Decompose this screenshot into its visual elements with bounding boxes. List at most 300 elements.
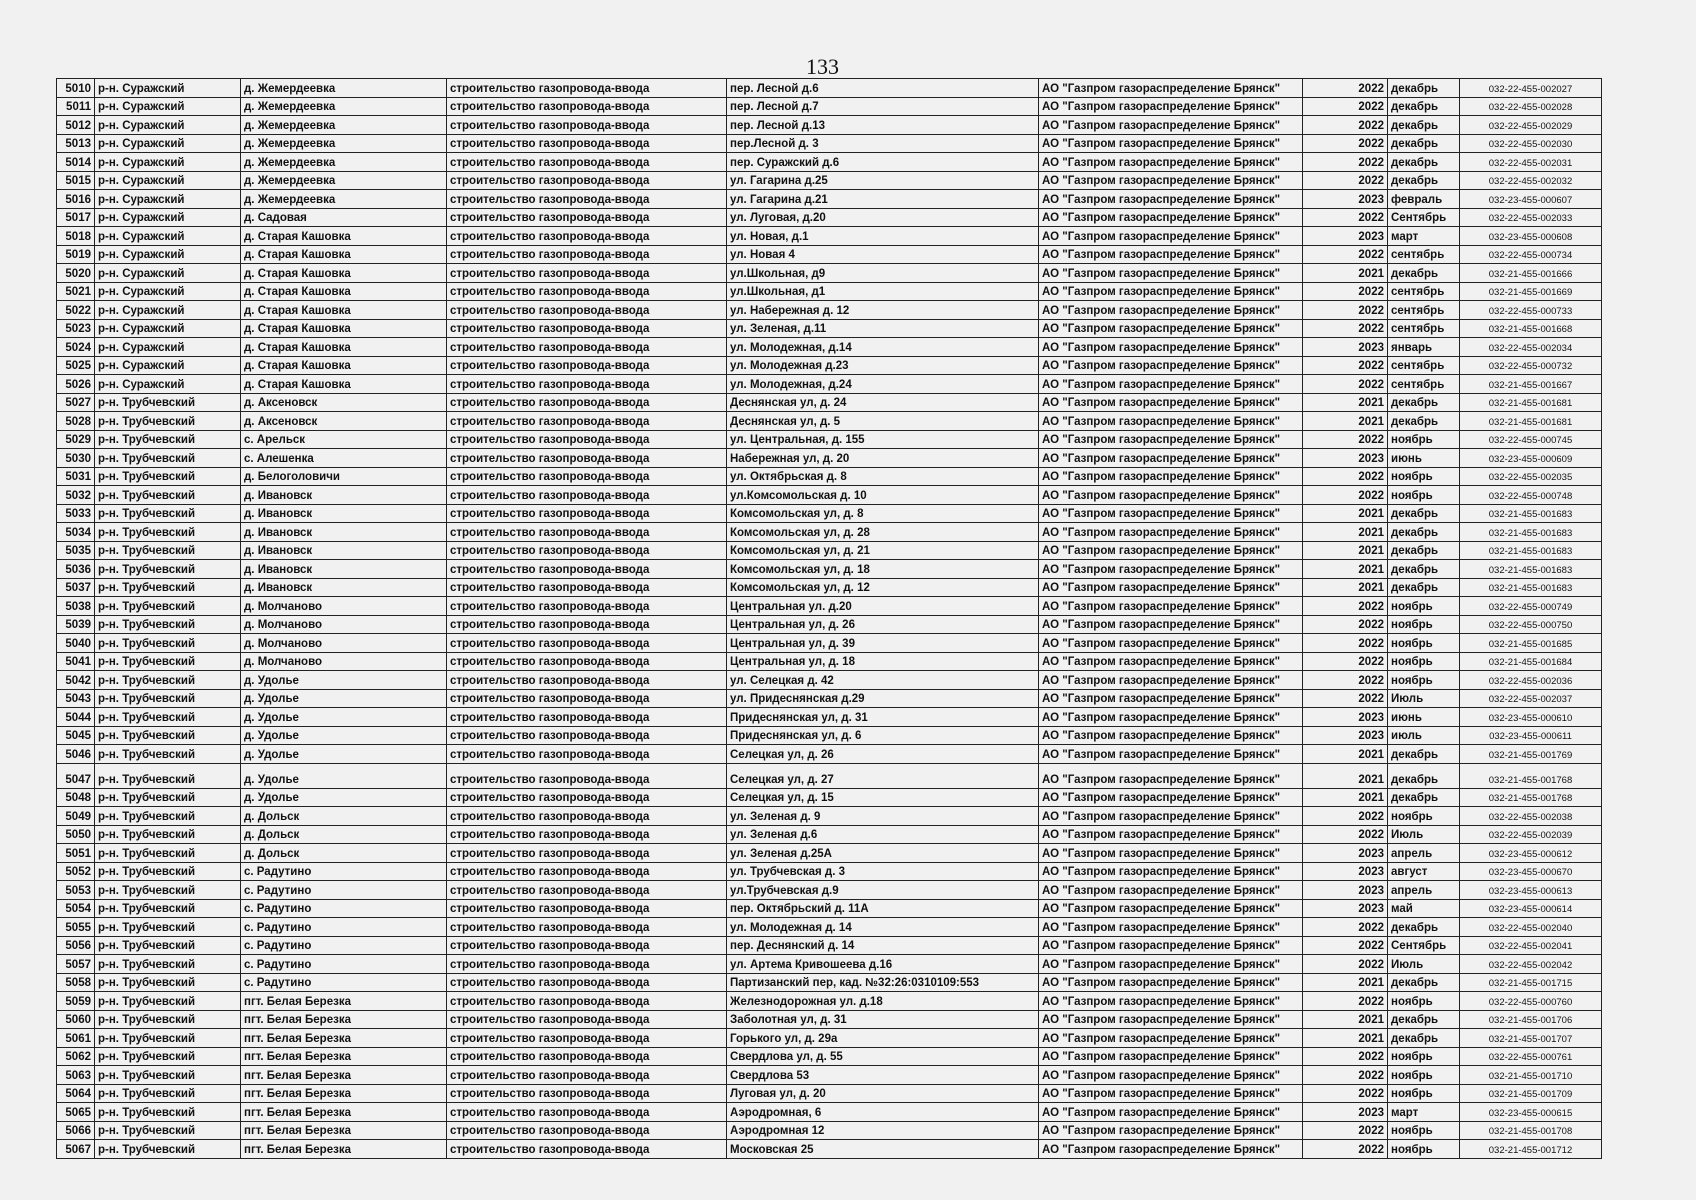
locality-cell: д. Удолье xyxy=(241,745,447,764)
year-cell: 2022 xyxy=(1303,319,1388,338)
month-cell: январь xyxy=(1388,338,1460,357)
district-cell: р-н. Трубчевский xyxy=(95,486,241,505)
address-cell: пер. Деснянский д. 14 xyxy=(727,936,1039,955)
month-cell: декабрь xyxy=(1388,560,1460,579)
district-cell: р-н. Трубчевский xyxy=(95,726,241,745)
table-row xyxy=(57,467,1602,486)
work-type-cell: строительство газопровода-ввода xyxy=(447,449,727,468)
address-cell: Комсомольская ул, д. 8 xyxy=(727,504,1039,523)
organization-cell: АО "Газпром газораспределение Брянск" xyxy=(1039,301,1303,320)
organization-cell: АО "Газпром газораспределение Брянск" xyxy=(1039,190,1303,209)
locality-cell: д. Жемердеевка xyxy=(241,190,447,209)
address-cell: ул. Гагарина д.21 xyxy=(727,190,1039,209)
row-number: 5060 xyxy=(57,1010,95,1029)
work-type-cell: строительство газопровода-ввода xyxy=(447,955,727,974)
row-number: 5052 xyxy=(57,862,95,881)
month-cell: ноябрь xyxy=(1388,634,1460,653)
address-cell: Центральная ул, д. 39 xyxy=(727,634,1039,653)
organization-cell: АО "Газпром газораспределение Брянск" xyxy=(1039,208,1303,227)
district-cell: р-н. Трубчевский xyxy=(95,992,241,1011)
work-type-cell: строительство газопровода-ввода xyxy=(447,523,727,542)
month-cell: декабрь xyxy=(1388,1010,1460,1029)
district-cell: р-н. Суражский xyxy=(95,116,241,135)
row-number: 5057 xyxy=(57,955,95,974)
locality-cell: д. Старая Кашовка xyxy=(241,227,447,246)
district-cell: р-н. Трубчевский xyxy=(95,825,241,844)
year-cell: 2021 xyxy=(1303,578,1388,597)
locality-cell: пгт. Белая Березка xyxy=(241,1066,447,1085)
district-cell: р-н. Суражский xyxy=(95,245,241,264)
district-cell: р-н. Трубчевский xyxy=(95,560,241,579)
month-cell: август xyxy=(1388,862,1460,881)
row-number: 5053 xyxy=(57,881,95,900)
code-cell: 032-23-455-000611 xyxy=(1460,726,1602,745)
work-type-cell: строительство газопровода-ввода xyxy=(447,190,727,209)
code-cell: 032-22-455-000750 xyxy=(1460,615,1602,634)
row-number: 5036 xyxy=(57,560,95,579)
organization-cell: АО "Газпром газораспределение Брянск" xyxy=(1039,881,1303,900)
organization-cell: АО "Газпром газораспределение Брянск" xyxy=(1039,430,1303,449)
year-cell: 2021 xyxy=(1303,560,1388,579)
work-type-cell: строительство газопровода-ввода xyxy=(447,301,727,320)
work-type-cell: строительство газопровода-ввода xyxy=(447,1084,727,1103)
work-type-cell: строительство газопровода-ввода xyxy=(447,708,727,727)
district-cell: р-н. Трубчевский xyxy=(95,504,241,523)
month-cell: ноябрь xyxy=(1388,671,1460,690)
locality-cell: с. Радутино xyxy=(241,918,447,937)
table-row xyxy=(57,936,1602,955)
locality-cell: пгт. Белая Березка xyxy=(241,992,447,1011)
locality-cell: д. Старая Кашовка xyxy=(241,245,447,264)
locality-cell: д. Старая Кашовка xyxy=(241,375,447,394)
district-cell: р-н. Трубчевский xyxy=(95,393,241,412)
locality-cell: д. Жемердеевка xyxy=(241,134,447,153)
month-cell: сентябрь xyxy=(1388,282,1460,301)
district-cell: р-н. Трубчевский xyxy=(95,708,241,727)
work-type-cell: строительство газопровода-ввода xyxy=(447,726,727,745)
row-number: 5030 xyxy=(57,449,95,468)
table-row xyxy=(57,190,1602,209)
table-row xyxy=(57,763,1602,788)
code-cell: 032-22-455-002034 xyxy=(1460,338,1602,357)
locality-cell: д. Ивановск xyxy=(241,541,447,560)
locality-cell: д. Старая Кашовка xyxy=(241,264,447,283)
organization-cell: АО "Газпром газораспределение Брянск" xyxy=(1039,936,1303,955)
organization-cell: АО "Газпром газораспределение Брянск" xyxy=(1039,227,1303,246)
work-type-cell: строительство газопровода-ввода xyxy=(447,1103,727,1122)
year-cell: 2021 xyxy=(1303,1029,1388,1048)
district-cell: р-н. Трубчевский xyxy=(95,412,241,431)
address-cell: пер. Октябрьский д. 11А xyxy=(727,899,1039,918)
work-type-cell: строительство газопровода-ввода xyxy=(447,578,727,597)
month-cell: ноябрь xyxy=(1388,1140,1460,1159)
locality-cell: д. Ивановск xyxy=(241,504,447,523)
table-row xyxy=(57,282,1602,301)
row-number: 5020 xyxy=(57,264,95,283)
table-row xyxy=(57,578,1602,597)
code-cell: 032-22-455-000732 xyxy=(1460,356,1602,375)
district-cell: р-н. Трубчевский xyxy=(95,1010,241,1029)
work-type-cell: строительство газопровода-ввода xyxy=(447,992,727,1011)
month-cell: ноябрь xyxy=(1388,1066,1460,1085)
district-cell: р-н. Трубчевский xyxy=(95,844,241,863)
month-cell: сентябрь xyxy=(1388,356,1460,375)
year-cell: 2022 xyxy=(1303,79,1388,98)
code-cell: 032-21-455-001715 xyxy=(1460,973,1602,992)
district-cell: р-н. Трубчевский xyxy=(95,955,241,974)
table-row xyxy=(57,504,1602,523)
code-cell: 032-22-455-002032 xyxy=(1460,171,1602,190)
month-cell: ноябрь xyxy=(1388,467,1460,486)
address-cell: Селецкая ул, д. 26 xyxy=(727,745,1039,764)
work-type-cell: строительство газопровода-ввода xyxy=(447,1047,727,1066)
year-cell: 2022 xyxy=(1303,208,1388,227)
year-cell: 2021 xyxy=(1303,763,1388,788)
organization-cell: АО "Газпром газораспределение Брянск" xyxy=(1039,375,1303,394)
locality-cell: д. Жемердеевка xyxy=(241,116,447,135)
month-cell: ноябрь xyxy=(1388,652,1460,671)
table-row xyxy=(57,541,1602,560)
district-cell: р-н. Трубчевский xyxy=(95,467,241,486)
table-row xyxy=(57,319,1602,338)
month-cell: ноябрь xyxy=(1388,597,1460,616)
organization-cell: АО "Газпром газораспределение Брянск" xyxy=(1039,955,1303,974)
work-type-cell: строительство газопровода-ввода xyxy=(447,245,727,264)
row-number: 5017 xyxy=(57,208,95,227)
year-cell: 2021 xyxy=(1303,393,1388,412)
year-cell: 2022 xyxy=(1303,825,1388,844)
district-cell: р-н. Суражский xyxy=(95,97,241,116)
month-cell: сентябрь xyxy=(1388,375,1460,394)
district-cell: р-н. Трубчевский xyxy=(95,652,241,671)
month-cell: декабрь xyxy=(1388,412,1460,431)
year-cell: 2022 xyxy=(1303,918,1388,937)
organization-cell: АО "Газпром газораспределение Брянск" xyxy=(1039,338,1303,357)
row-number: 5014 xyxy=(57,153,95,172)
work-type-cell: строительство газопровода-ввода xyxy=(447,319,727,338)
locality-cell: д. Старая Кашовка xyxy=(241,356,447,375)
code-cell: 032-21-455-001684 xyxy=(1460,652,1602,671)
organization-cell: АО "Газпром газораспределение Брянск" xyxy=(1039,97,1303,116)
month-cell: ноябрь xyxy=(1388,1047,1460,1066)
row-number: 5034 xyxy=(57,523,95,542)
table-row xyxy=(57,208,1602,227)
address-cell: Комсомольская ул, д. 28 xyxy=(727,523,1039,542)
year-cell: 2021 xyxy=(1303,788,1388,807)
month-cell: Сентябрь xyxy=(1388,208,1460,227)
year-cell: 2022 xyxy=(1303,134,1388,153)
organization-cell: АО "Газпром газораспределение Брянск" xyxy=(1039,1066,1303,1085)
row-number: 5021 xyxy=(57,282,95,301)
address-cell: Центральная ул, д. 26 xyxy=(727,615,1039,634)
organization-cell: АО "Газпром газораспределение Брянск" xyxy=(1039,918,1303,937)
year-cell: 2022 xyxy=(1303,992,1388,1011)
district-cell: р-н. Трубчевский xyxy=(95,634,241,653)
work-type-cell: строительство газопровода-ввода xyxy=(447,153,727,172)
code-cell: 032-22-455-000748 xyxy=(1460,486,1602,505)
address-cell: ул. Октябрьская д. 8 xyxy=(727,467,1039,486)
address-cell: Набережная ул, д. 20 xyxy=(727,449,1039,468)
month-cell: декабрь xyxy=(1388,504,1460,523)
code-cell: 032-22-455-002028 xyxy=(1460,97,1602,116)
locality-cell: пгт. Белая Березка xyxy=(241,1010,447,1029)
address-cell: ул. Молодежная д. 14 xyxy=(727,918,1039,937)
address-cell: Деснянская ул, д. 24 xyxy=(727,393,1039,412)
code-cell: 032-22-455-000745 xyxy=(1460,430,1602,449)
row-number: 5045 xyxy=(57,726,95,745)
organization-cell: АО "Газпром газораспределение Брянск" xyxy=(1039,973,1303,992)
address-cell: Комсомольская ул, д. 21 xyxy=(727,541,1039,560)
district-cell: р-н. Суражский xyxy=(95,338,241,357)
table-row xyxy=(57,97,1602,116)
locality-cell: д. Молчаново xyxy=(241,597,447,616)
work-type-cell: строительство газопровода-ввода xyxy=(447,171,727,190)
work-type-cell: строительство газопровода-ввода xyxy=(447,227,727,246)
district-cell: р-н. Суражский xyxy=(95,264,241,283)
organization-cell: АО "Газпром газораспределение Брянск" xyxy=(1039,449,1303,468)
locality-cell: д. Удолье xyxy=(241,708,447,727)
district-cell: р-н. Суражский xyxy=(95,134,241,153)
organization-cell: АО "Газпром газораспределение Брянск" xyxy=(1039,788,1303,807)
district-cell: р-н. Суражский xyxy=(95,171,241,190)
year-cell: 2022 xyxy=(1303,652,1388,671)
row-number: 5064 xyxy=(57,1084,95,1103)
year-cell: 2021 xyxy=(1303,973,1388,992)
table-row xyxy=(57,825,1602,844)
organization-cell: АО "Газпром газораспределение Брянск" xyxy=(1039,1047,1303,1066)
organization-cell: АО "Газпром газораспределение Брянск" xyxy=(1039,264,1303,283)
work-type-cell: строительство газопровода-ввода xyxy=(447,1066,727,1085)
month-cell: Июль xyxy=(1388,825,1460,844)
locality-cell: д. Ивановск xyxy=(241,578,447,597)
work-type-cell: строительство газопровода-ввода xyxy=(447,807,727,826)
row-number: 5046 xyxy=(57,745,95,764)
organization-cell: АО "Газпром газораспределение Брянск" xyxy=(1039,615,1303,634)
address-cell: ул. Придеснянская д.29 xyxy=(727,689,1039,708)
address-cell: ул. Молодежная д.23 xyxy=(727,356,1039,375)
address-cell: ул. Артема Кривошеева д.16 xyxy=(727,955,1039,974)
code-cell: 032-21-455-001683 xyxy=(1460,541,1602,560)
code-cell: 032-22-455-000733 xyxy=(1460,301,1602,320)
address-cell: ул.Комсомольская д. 10 xyxy=(727,486,1039,505)
locality-cell: пгт. Белая Березка xyxy=(241,1140,447,1159)
work-type-cell: строительство газопровода-ввода xyxy=(447,671,727,690)
table-row xyxy=(57,375,1602,394)
row-number: 5048 xyxy=(57,788,95,807)
year-cell: 2022 xyxy=(1303,116,1388,135)
district-cell: р-н. Суражский xyxy=(95,153,241,172)
code-cell: 032-21-455-001683 xyxy=(1460,560,1602,579)
table-row xyxy=(57,1029,1602,1048)
gas-connection-table xyxy=(56,78,1602,1159)
row-number: 5062 xyxy=(57,1047,95,1066)
address-cell: Заболотная ул, д. 31 xyxy=(727,1010,1039,1029)
locality-cell: с. Радутино xyxy=(241,862,447,881)
month-cell: декабрь xyxy=(1388,153,1460,172)
address-cell: Партизанский пер, кад. №32:26:0310109:553 xyxy=(727,973,1039,992)
work-type-cell: строительство газопровода-ввода xyxy=(447,541,727,560)
code-cell: 032-21-455-001669 xyxy=(1460,282,1602,301)
month-cell: февраль xyxy=(1388,190,1460,209)
address-cell: ул. Луговая, д.20 xyxy=(727,208,1039,227)
address-cell: Селецкая ул, д. 27 xyxy=(727,763,1039,788)
code-cell: 032-23-455-000613 xyxy=(1460,881,1602,900)
district-cell: р-н. Суражский xyxy=(95,301,241,320)
locality-cell: д. Дольск xyxy=(241,807,447,826)
district-cell: р-н. Суражский xyxy=(95,319,241,338)
organization-cell: АО "Газпром газораспределение Брянск" xyxy=(1039,153,1303,172)
year-cell: 2022 xyxy=(1303,955,1388,974)
locality-cell: д. Удолье xyxy=(241,689,447,708)
table-row xyxy=(57,862,1602,881)
locality-cell: д. Старая Кашовка xyxy=(241,319,447,338)
address-cell: Комсомольская ул, д. 12 xyxy=(727,578,1039,597)
table-row xyxy=(57,1140,1602,1159)
table-row xyxy=(57,992,1602,1011)
code-cell: 032-22-455-002035 xyxy=(1460,467,1602,486)
district-cell: р-н. Трубчевский xyxy=(95,597,241,616)
organization-cell: АО "Газпром газораспределение Брянск" xyxy=(1039,319,1303,338)
code-cell: 032-23-455-000610 xyxy=(1460,708,1602,727)
district-cell: р-н. Суражский xyxy=(95,356,241,375)
organization-cell: АО "Газпром газораспределение Брянск" xyxy=(1039,652,1303,671)
row-number: 5025 xyxy=(57,356,95,375)
year-cell: 2022 xyxy=(1303,1047,1388,1066)
address-cell: пер. Лесной д.6 xyxy=(727,79,1039,98)
row-number: 5013 xyxy=(57,134,95,153)
table-row xyxy=(57,955,1602,974)
organization-cell: АО "Газпром газораспределение Брянск" xyxy=(1039,393,1303,412)
organization-cell: АО "Газпром газораспределение Брянск" xyxy=(1039,708,1303,727)
locality-cell: д. Дольск xyxy=(241,825,447,844)
code-cell: 032-22-455-002031 xyxy=(1460,153,1602,172)
year-cell: 2021 xyxy=(1303,504,1388,523)
code-cell: 032-22-455-000749 xyxy=(1460,597,1602,616)
year-cell: 2022 xyxy=(1303,97,1388,116)
month-cell: Сентябрь xyxy=(1388,936,1460,955)
month-cell: ноябрь xyxy=(1388,1121,1460,1140)
district-cell: р-н. Суражский xyxy=(95,282,241,301)
month-cell: декабрь xyxy=(1388,79,1460,98)
district-cell: р-н. Трубчевский xyxy=(95,763,241,788)
table-row xyxy=(57,79,1602,98)
organization-cell: АО "Газпром газораспределение Брянск" xyxy=(1039,825,1303,844)
table-row xyxy=(57,227,1602,246)
district-cell: р-н. Трубчевский xyxy=(95,1121,241,1140)
year-cell: 2022 xyxy=(1303,936,1388,955)
month-cell: март xyxy=(1388,227,1460,246)
month-cell: апрель xyxy=(1388,881,1460,900)
organization-cell: АО "Газпром газораспределение Брянск" xyxy=(1039,486,1303,505)
month-cell: декабрь xyxy=(1388,918,1460,937)
month-cell: декабрь xyxy=(1388,541,1460,560)
district-cell: р-н. Трубчевский xyxy=(95,862,241,881)
organization-cell: АО "Газпром газораспределение Брянск" xyxy=(1039,1103,1303,1122)
code-cell: 032-21-455-001712 xyxy=(1460,1140,1602,1159)
year-cell: 2022 xyxy=(1303,689,1388,708)
district-cell: р-н. Трубчевский xyxy=(95,1140,241,1159)
table-row xyxy=(57,171,1602,190)
work-type-cell: строительство газопровода-ввода xyxy=(447,652,727,671)
table-row xyxy=(57,430,1602,449)
organization-cell: АО "Газпром газораспределение Брянск" xyxy=(1039,282,1303,301)
district-cell: р-н. Трубчевский xyxy=(95,745,241,764)
work-type-cell: строительство газопровода-ввода xyxy=(447,430,727,449)
locality-cell: д. Удолье xyxy=(241,763,447,788)
year-cell: 2022 xyxy=(1303,1084,1388,1103)
year-cell: 2021 xyxy=(1303,264,1388,283)
row-number: 5067 xyxy=(57,1140,95,1159)
table-row xyxy=(57,412,1602,431)
district-cell: р-н. Трубчевский xyxy=(95,615,241,634)
locality-cell: д. Жемердеевка xyxy=(241,79,447,98)
month-cell: ноябрь xyxy=(1388,1084,1460,1103)
year-cell: 2023 xyxy=(1303,881,1388,900)
district-cell: р-н. Трубчевский xyxy=(95,671,241,690)
address-cell: Деснянская ул, д. 5 xyxy=(727,412,1039,431)
year-cell: 2022 xyxy=(1303,615,1388,634)
organization-cell: АО "Газпром газораспределение Брянск" xyxy=(1039,807,1303,826)
year-cell: 2021 xyxy=(1303,523,1388,542)
district-cell: р-н. Трубчевский xyxy=(95,1029,241,1048)
locality-cell: д. Ивановск xyxy=(241,560,447,579)
row-number: 5059 xyxy=(57,992,95,1011)
month-cell: сентябрь xyxy=(1388,301,1460,320)
work-type-cell: строительство газопровода-ввода xyxy=(447,282,727,301)
organization-cell: АО "Газпром газораспределение Брянск" xyxy=(1039,745,1303,764)
district-cell: р-н. Трубчевский xyxy=(95,1084,241,1103)
year-cell: 2022 xyxy=(1303,282,1388,301)
district-cell: р-н. Суражский xyxy=(95,208,241,227)
district-cell: р-н. Трубчевский xyxy=(95,973,241,992)
work-type-cell: строительство газопровода-ввода xyxy=(447,116,727,135)
row-number: 5027 xyxy=(57,393,95,412)
month-cell: май xyxy=(1388,899,1460,918)
month-cell: декабрь xyxy=(1388,745,1460,764)
table-row xyxy=(57,153,1602,172)
table-row xyxy=(57,264,1602,283)
organization-cell: АО "Газпром газораспределение Брянск" xyxy=(1039,844,1303,863)
district-cell: р-н. Трубчевский xyxy=(95,541,241,560)
year-cell: 2022 xyxy=(1303,430,1388,449)
row-number: 5055 xyxy=(57,918,95,937)
row-number: 5063 xyxy=(57,1066,95,1085)
locality-cell: д. Аксеновск xyxy=(241,412,447,431)
table-row xyxy=(57,449,1602,468)
organization-cell: АО "Газпром газораспределение Брянск" xyxy=(1039,1029,1303,1048)
address-cell: Центральная ул. д.20 xyxy=(727,597,1039,616)
row-number: 5012 xyxy=(57,116,95,135)
year-cell: 2022 xyxy=(1303,486,1388,505)
month-cell: декабрь xyxy=(1388,763,1460,788)
row-number: 5042 xyxy=(57,671,95,690)
month-cell: декабрь xyxy=(1388,393,1460,412)
year-cell: 2023 xyxy=(1303,1103,1388,1122)
month-cell: декабрь xyxy=(1388,116,1460,135)
organization-cell: АО "Газпром газораспределение Брянск" xyxy=(1039,541,1303,560)
work-type-cell: строительство газопровода-ввода xyxy=(447,788,727,807)
organization-cell: АО "Газпром газораспределение Брянск" xyxy=(1039,671,1303,690)
organization-cell: АО "Газпром газораспределение Брянск" xyxy=(1039,467,1303,486)
year-cell: 2022 xyxy=(1303,671,1388,690)
locality-cell: д. Дольск xyxy=(241,844,447,863)
row-number: 5032 xyxy=(57,486,95,505)
district-cell: р-н. Трубчевский xyxy=(95,788,241,807)
month-cell: декабрь xyxy=(1388,264,1460,283)
organization-cell: АО "Газпром газораспределение Брянск" xyxy=(1039,862,1303,881)
table-row xyxy=(57,634,1602,653)
month-cell: декабрь xyxy=(1388,97,1460,116)
